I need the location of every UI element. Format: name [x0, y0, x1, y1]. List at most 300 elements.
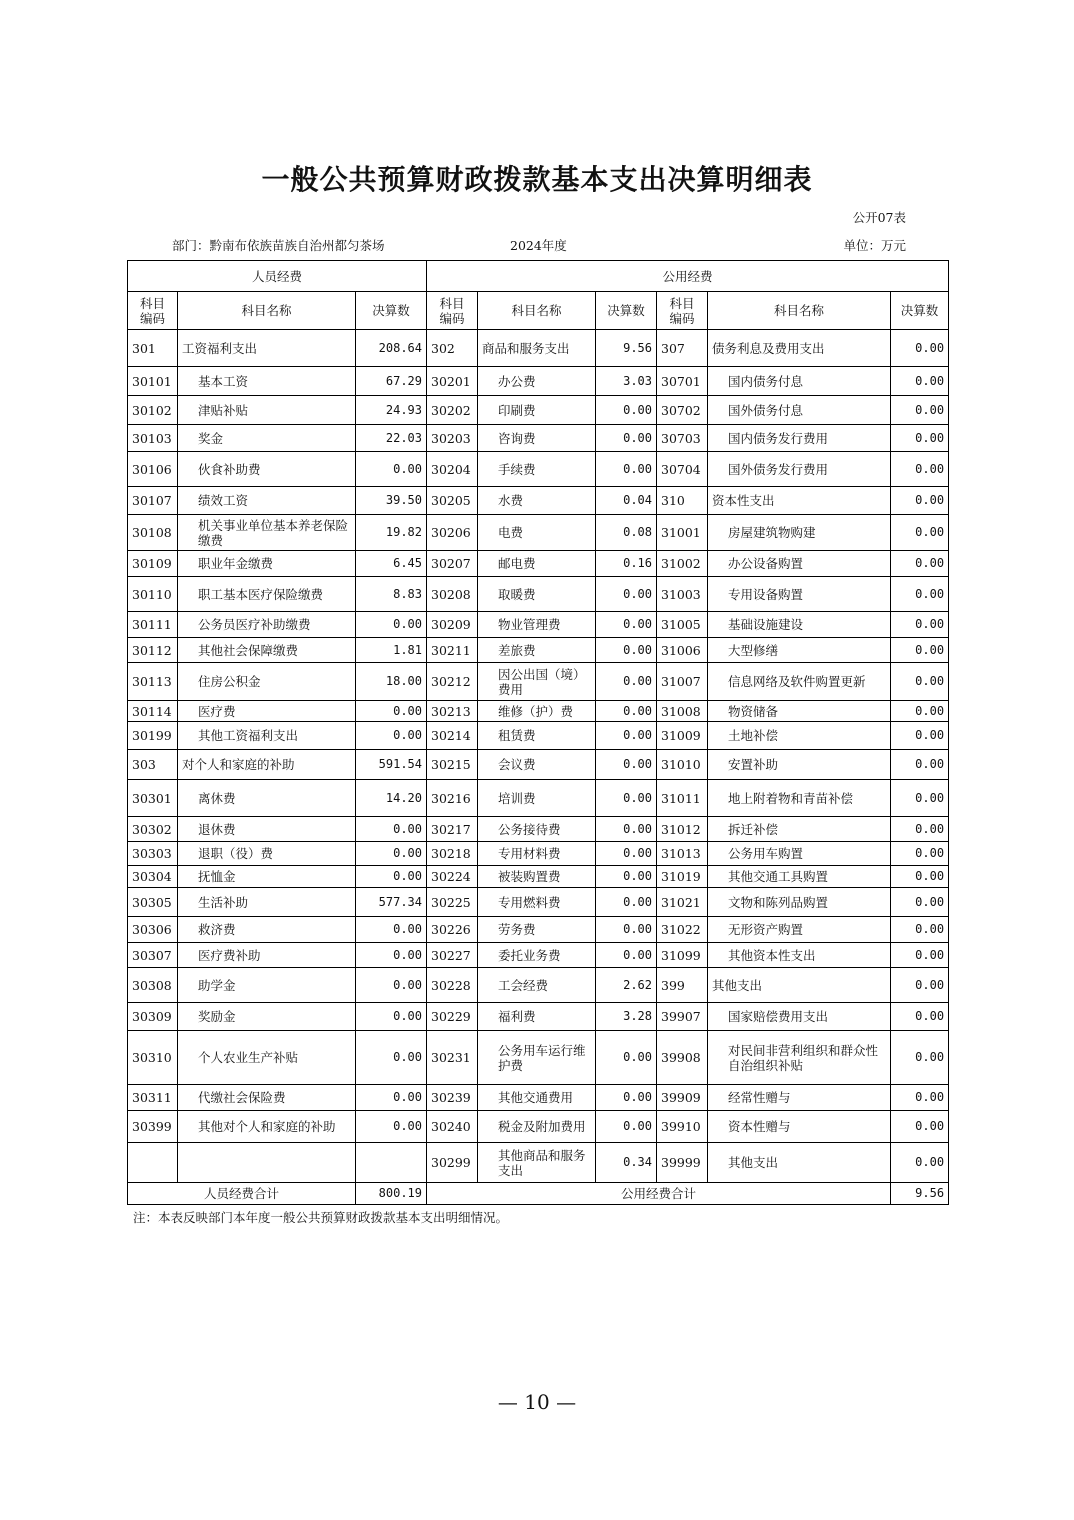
subject-name: 机关事业单位基本养老保险缴费 [178, 515, 356, 551]
table-row [128, 425, 949, 452]
subject-code: 30212 [427, 663, 478, 701]
amount: 67.29 [356, 367, 427, 396]
subject-name: 专用材料费 [478, 842, 596, 866]
amount: 0.00 [356, 1085, 427, 1111]
subject-code: 30299 [427, 1143, 478, 1183]
subject-name: 水费 [478, 487, 596, 515]
subject-name: 医疗费 [178, 701, 356, 722]
amount: 0.00 [891, 1003, 949, 1031]
amount: 0.00 [891, 1031, 949, 1085]
subject-name: 培训费 [478, 780, 596, 817]
subject-code: 31011 [657, 780, 708, 817]
amount: 0.00 [891, 1085, 949, 1111]
subject-code: 31099 [657, 943, 708, 968]
department-label: 部门：黔南布依族苗族自治州都匀茶场 [172, 238, 385, 253]
amount: 0.00 [596, 1031, 657, 1085]
table-row [128, 577, 949, 612]
table-row [128, 817, 949, 842]
subject-code: 31022 [657, 917, 708, 943]
subject-name: 电费 [478, 515, 596, 551]
amount: 8.83 [356, 577, 427, 612]
amount-header: 决算数 [356, 292, 427, 330]
amount: 0.00 [356, 866, 427, 888]
subject-name: 其他支出 [708, 1143, 891, 1183]
subject-name: 咨询费 [478, 425, 596, 452]
subject-name: 地上附着物和青苗补偿 [708, 780, 891, 817]
subject-code: 31007 [657, 663, 708, 701]
subject-name: 房屋建筑物购建 [708, 515, 891, 551]
subject-name: 代缴社会保险费 [178, 1085, 356, 1111]
subject-name: 其他资本性支出 [708, 943, 891, 968]
amount: 0.00 [891, 487, 949, 515]
amount: 0.00 [356, 452, 427, 487]
subject-name: 职业年金缴费 [178, 551, 356, 577]
footnote: 注：本表反映部门本年度一般公共预算财政拨款基本支出明细情况。 [133, 1210, 509, 1225]
subject-code: 30109 [128, 551, 178, 577]
subject-code: 30225 [427, 888, 478, 917]
table-row [128, 663, 949, 701]
subject-name: 离休费 [178, 780, 356, 817]
subject-code: 399 [657, 968, 708, 1003]
subject-name: 专用燃料费 [478, 888, 596, 917]
subject-name: 基本工资 [178, 367, 356, 396]
subject-code: 30106 [128, 452, 178, 487]
amount: 0.16 [596, 551, 657, 577]
subject-code: 31012 [657, 817, 708, 842]
table-row [128, 1031, 949, 1085]
name-header: 科目名称 [708, 292, 891, 330]
amount: 0.00 [356, 1111, 427, 1143]
subject-code: 30103 [128, 425, 178, 452]
subject-name: 绩效工资 [178, 487, 356, 515]
amount: 0.00 [356, 722, 427, 750]
amount: 0.00 [891, 367, 949, 396]
subject-code: 30309 [128, 1003, 178, 1031]
table-row [128, 968, 949, 1003]
subject-name: 国家赔偿费用支出 [708, 1003, 891, 1031]
subject-code: 30213 [427, 701, 478, 722]
subject-code: 30302 [128, 817, 178, 842]
amount: 0.00 [596, 638, 657, 663]
amount: 6.45 [356, 551, 427, 577]
subject-name: 其他支出 [708, 968, 891, 1003]
table-row [128, 1085, 949, 1111]
amount: 19.82 [356, 515, 427, 551]
subject-code: 31001 [657, 515, 708, 551]
subject-name: 物资储备 [708, 701, 891, 722]
subject-name: 商品和服务支出 [478, 330, 596, 367]
subject-code: 30108 [128, 515, 178, 551]
subject-name: 印刷费 [478, 396, 596, 425]
subject-code: 30217 [427, 817, 478, 842]
amount: 0.00 [356, 917, 427, 943]
amount: 0.00 [596, 917, 657, 943]
amount [356, 1143, 427, 1183]
subject-code: 30102 [128, 396, 178, 425]
amount: 0.00 [356, 612, 427, 638]
subject-code: 30301 [128, 780, 178, 817]
subject-name: 生活补助 [178, 888, 356, 917]
subject-code: 30208 [427, 577, 478, 612]
subject-name: 大型修缮 [708, 638, 891, 663]
subject-code: 30306 [128, 917, 178, 943]
subject-code: 30239 [427, 1085, 478, 1111]
amount: 0.00 [891, 515, 949, 551]
subject-code: 30305 [128, 888, 178, 917]
subject-name: 邮电费 [478, 551, 596, 577]
subject-code: 303 [128, 750, 178, 780]
amount: 0.00 [596, 577, 657, 612]
subject-name: 办公设备购置 [708, 551, 891, 577]
amount: 0.34 [596, 1143, 657, 1183]
amount: 0.08 [596, 515, 657, 551]
subject-code: 30107 [128, 487, 178, 515]
subject-name: 对民间非营利组织和群众性自治组织补贴 [708, 1031, 891, 1085]
subject-name: 国外债务发行费用 [708, 452, 891, 487]
subject-name: 医疗费补助 [178, 943, 356, 968]
subject-code: 31013 [657, 842, 708, 866]
amount: 0.00 [891, 1111, 949, 1143]
subject-code: 31010 [657, 750, 708, 780]
subject-code: 30204 [427, 452, 478, 487]
table-row [128, 888, 949, 917]
amount: 0.00 [891, 425, 949, 452]
public-section-header: 公用经费 [427, 261, 949, 292]
amount: 0.00 [891, 817, 949, 842]
subject-code: 30215 [427, 750, 478, 780]
amount: 0.00 [891, 551, 949, 577]
personnel-total-label: 人员经费合计 [128, 1183, 356, 1205]
amount-header: 决算数 [596, 292, 657, 330]
amount: 0.00 [596, 842, 657, 866]
column-header-row [128, 292, 949, 330]
subject-code: 30231 [427, 1031, 478, 1085]
amount: 208.64 [356, 330, 427, 367]
subject-name: 工会经费 [478, 968, 596, 1003]
subject-code: 30113 [128, 663, 178, 701]
subject-name: 退职（役）费 [178, 842, 356, 866]
amount: 1.81 [356, 638, 427, 663]
amount: 2.62 [596, 968, 657, 1003]
amount: 0.00 [596, 722, 657, 750]
amount: 0.00 [356, 968, 427, 1003]
subject-name: 委托业务费 [478, 943, 596, 968]
table-row [128, 551, 949, 577]
subject-name: 公务接待费 [478, 817, 596, 842]
subject-code: 39908 [657, 1031, 708, 1085]
amount: 0.00 [596, 612, 657, 638]
subject-name: 对个人和家庭的补助 [178, 750, 356, 780]
amount: 9.56 [596, 330, 657, 367]
subject-code: 30311 [128, 1085, 178, 1111]
subject-name: 其他交通费用 [478, 1085, 596, 1111]
subject-code: 30304 [128, 866, 178, 888]
subject-name: 基础设施建设 [708, 612, 891, 638]
subject-name: 会议费 [478, 750, 596, 780]
subject-code: 30703 [657, 425, 708, 452]
amount: 0.00 [596, 888, 657, 917]
table-row [128, 722, 949, 750]
subject-code: 30701 [657, 367, 708, 396]
code-header: 科目 编码 [657, 292, 708, 330]
subject-code: 30211 [427, 638, 478, 663]
form-number: 公开07表 [852, 210, 906, 225]
subject-code: 39909 [657, 1085, 708, 1111]
subject-name: 国外债务付息 [708, 396, 891, 425]
subject-code: 30110 [128, 577, 178, 612]
subject-name: 职工基本医疗保险缴费 [178, 577, 356, 612]
amount: 0.00 [596, 780, 657, 817]
subject-name: 福利费 [478, 1003, 596, 1031]
subject-name: 国内债务付息 [708, 367, 891, 396]
subject-code: 307 [657, 330, 708, 367]
subject-code: 30207 [427, 551, 478, 577]
amount: 0.00 [356, 701, 427, 722]
personnel-section-header: 人员经费 [128, 261, 427, 292]
table-row [128, 866, 949, 888]
subject-code: 31021 [657, 888, 708, 917]
amount-header: 决算数 [891, 292, 949, 330]
subject-code: 30228 [427, 968, 478, 1003]
table-row [128, 1143, 949, 1183]
amount: 0.00 [891, 663, 949, 701]
totals-row [128, 1183, 949, 1205]
name-header: 科目名称 [178, 292, 356, 330]
subject-name: 办公费 [478, 367, 596, 396]
subject-name: 因公出国（境）费用 [478, 663, 596, 701]
subject-name: 公务用车购置 [708, 842, 891, 866]
subject-code: 30202 [427, 396, 478, 425]
table-row [128, 943, 949, 968]
subject-name: 安置补助 [708, 750, 891, 780]
public-total-value: 9.56 [891, 1183, 949, 1205]
table-row [128, 367, 949, 396]
fiscal-year: 2024年度 [510, 238, 567, 253]
subject-name: 手续费 [478, 452, 596, 487]
subject-code: 30209 [427, 612, 478, 638]
amount: 577.34 [356, 888, 427, 917]
subject-code: 310 [657, 487, 708, 515]
subject-code: 30226 [427, 917, 478, 943]
section-header-row [128, 261, 949, 292]
subject-name: 租赁费 [478, 722, 596, 750]
amount: 0.00 [356, 1003, 427, 1031]
page-title: 一般公共预算财政拨款基本支出决算明细表 [261, 163, 813, 196]
subject-name: 劳务费 [478, 917, 596, 943]
amount: 0.00 [891, 842, 949, 866]
amount: 0.00 [891, 330, 949, 367]
amount: 0.00 [891, 396, 949, 425]
amount: 0.00 [596, 663, 657, 701]
amount: 0.00 [891, 612, 949, 638]
amount: 0.00 [356, 1031, 427, 1085]
subject-name: 无形资产购置 [708, 917, 891, 943]
subject-name: 津贴补贴 [178, 396, 356, 425]
code-header: 科目 编码 [427, 292, 478, 330]
amount: 0.00 [596, 817, 657, 842]
subject-name: 其他对个人和家庭的补助 [178, 1111, 356, 1143]
subject-name: 公务员医疗补助缴费 [178, 612, 356, 638]
amount: 0.00 [596, 750, 657, 780]
subject-code: 39910 [657, 1111, 708, 1143]
subject-name: 个人农业生产补贴 [178, 1031, 356, 1085]
amount: 0.00 [891, 452, 949, 487]
amount: 3.28 [596, 1003, 657, 1031]
subject-code: 31008 [657, 701, 708, 722]
amount: 0.00 [596, 425, 657, 452]
subject-name: 助学金 [178, 968, 356, 1003]
subject-name: 伙食补助费 [178, 452, 356, 487]
subject-code: 302 [427, 330, 478, 367]
subject-code: 31003 [657, 577, 708, 612]
amount: 18.00 [356, 663, 427, 701]
table-row [128, 396, 949, 425]
subject-name: 住房公积金 [178, 663, 356, 701]
subject-code: 301 [128, 330, 178, 367]
subject-name: 债务利息及费用支出 [708, 330, 891, 367]
subject-name: 资本性支出 [708, 487, 891, 515]
subject-code: 30240 [427, 1111, 478, 1143]
subject-name: 工资福利支出 [178, 330, 356, 367]
subject-code: 39907 [657, 1003, 708, 1031]
subject-code: 30218 [427, 842, 478, 866]
amount: 0.00 [891, 701, 949, 722]
name-header: 科目名称 [478, 292, 596, 330]
amount: 0.00 [891, 638, 949, 663]
amount: 0.00 [596, 452, 657, 487]
amount: 0.00 [596, 701, 657, 722]
public-total-label: 公用经费合计 [427, 1183, 891, 1205]
amount: 0.00 [891, 917, 949, 943]
amount: 0.00 [356, 817, 427, 842]
amount: 0.00 [596, 866, 657, 888]
subject-name: 土地补偿 [708, 722, 891, 750]
table-row [128, 701, 949, 722]
amount: 0.00 [891, 888, 949, 917]
subject-name: 其他商品和服务支出 [478, 1143, 596, 1183]
subject-code: 31009 [657, 722, 708, 750]
subject-code: 39999 [657, 1143, 708, 1183]
subject-code: 30114 [128, 701, 178, 722]
table-row [128, 917, 949, 943]
table-row [128, 612, 949, 638]
amount: 591.54 [356, 750, 427, 780]
subject-code: 30310 [128, 1031, 178, 1085]
amount: 0.00 [596, 1111, 657, 1143]
amount: 0.00 [891, 1143, 949, 1183]
subject-code: 31019 [657, 866, 708, 888]
amount: 22.03 [356, 425, 427, 452]
subject-code: 31005 [657, 612, 708, 638]
subject-name: 取暖费 [478, 577, 596, 612]
amount: 0.00 [356, 943, 427, 968]
table-row [128, 780, 949, 817]
subject-name: 差旅费 [478, 638, 596, 663]
subject-code: 30229 [427, 1003, 478, 1031]
subject-code: 30112 [128, 638, 178, 663]
subject-code: 30307 [128, 943, 178, 968]
subject-name: 专用设备购置 [708, 577, 891, 612]
subject-code: 30399 [128, 1111, 178, 1143]
expenditure-table [127, 260, 949, 1205]
subject-name: 奖金 [178, 425, 356, 452]
subject-code: 30201 [427, 367, 478, 396]
subject-code: 30227 [427, 943, 478, 968]
table-row [128, 638, 949, 663]
table-row [128, 1111, 949, 1143]
table-row [128, 1003, 949, 1031]
subject-code: 30702 [657, 396, 708, 425]
table-row [128, 330, 949, 367]
subject-code: 30224 [427, 866, 478, 888]
subject-code: 30216 [427, 780, 478, 817]
personnel-total-value: 800.19 [356, 1183, 427, 1205]
subject-code: 30308 [128, 968, 178, 1003]
subject-name: 公务用车运行维护费 [478, 1031, 596, 1085]
subject-code: 30704 [657, 452, 708, 487]
subject-name: 救济费 [178, 917, 356, 943]
subject-code: 30206 [427, 515, 478, 551]
subject-name: 其他社会保障缴费 [178, 638, 356, 663]
subject-name: 国内债务发行费用 [708, 425, 891, 452]
code-header: 科目 编码 [128, 292, 178, 330]
amount: 0.00 [891, 780, 949, 817]
subject-name: 信息网络及软件购置更新 [708, 663, 891, 701]
subject-name: 文物和陈列品购置 [708, 888, 891, 917]
amount: 14.20 [356, 780, 427, 817]
amount: 0.00 [891, 943, 949, 968]
amount: 39.50 [356, 487, 427, 515]
amount: 0.04 [596, 487, 657, 515]
subject-name: 其他工资福利支出 [178, 722, 356, 750]
subject-code [128, 1143, 178, 1183]
amount: 0.00 [891, 577, 949, 612]
subject-name: 其他交通工具购置 [708, 866, 891, 888]
subject-code: 30199 [128, 722, 178, 750]
table-row [128, 515, 949, 551]
amount: 0.00 [891, 722, 949, 750]
page-number: — 10 — [497, 1390, 577, 1414]
subject-code: 31006 [657, 638, 708, 663]
table-row [128, 487, 949, 515]
amount: 0.00 [891, 750, 949, 780]
amount: 0.00 [596, 943, 657, 968]
subject-name: 退休费 [178, 817, 356, 842]
subject-code: 30101 [128, 367, 178, 396]
subject-code: 30111 [128, 612, 178, 638]
amount: 3.03 [596, 367, 657, 396]
table-row [128, 452, 949, 487]
subject-name [178, 1143, 356, 1183]
amount: 24.93 [356, 396, 427, 425]
amount: 0.00 [891, 968, 949, 1003]
subject-code: 30303 [128, 842, 178, 866]
subject-code: 30205 [427, 487, 478, 515]
subject-name: 被装购置费 [478, 866, 596, 888]
table-row [128, 842, 949, 866]
subject-code: 31002 [657, 551, 708, 577]
amount: 0.00 [596, 1085, 657, 1111]
subject-name: 维修（护）费 [478, 701, 596, 722]
subject-name: 经常性赠与 [708, 1085, 891, 1111]
subject-name: 抚恤金 [178, 866, 356, 888]
subject-name: 物业管理费 [478, 612, 596, 638]
amount: 0.00 [596, 396, 657, 425]
amount: 0.00 [891, 866, 949, 888]
subject-code: 30203 [427, 425, 478, 452]
table-row [128, 750, 949, 780]
subject-name: 税金及附加费用 [478, 1111, 596, 1143]
